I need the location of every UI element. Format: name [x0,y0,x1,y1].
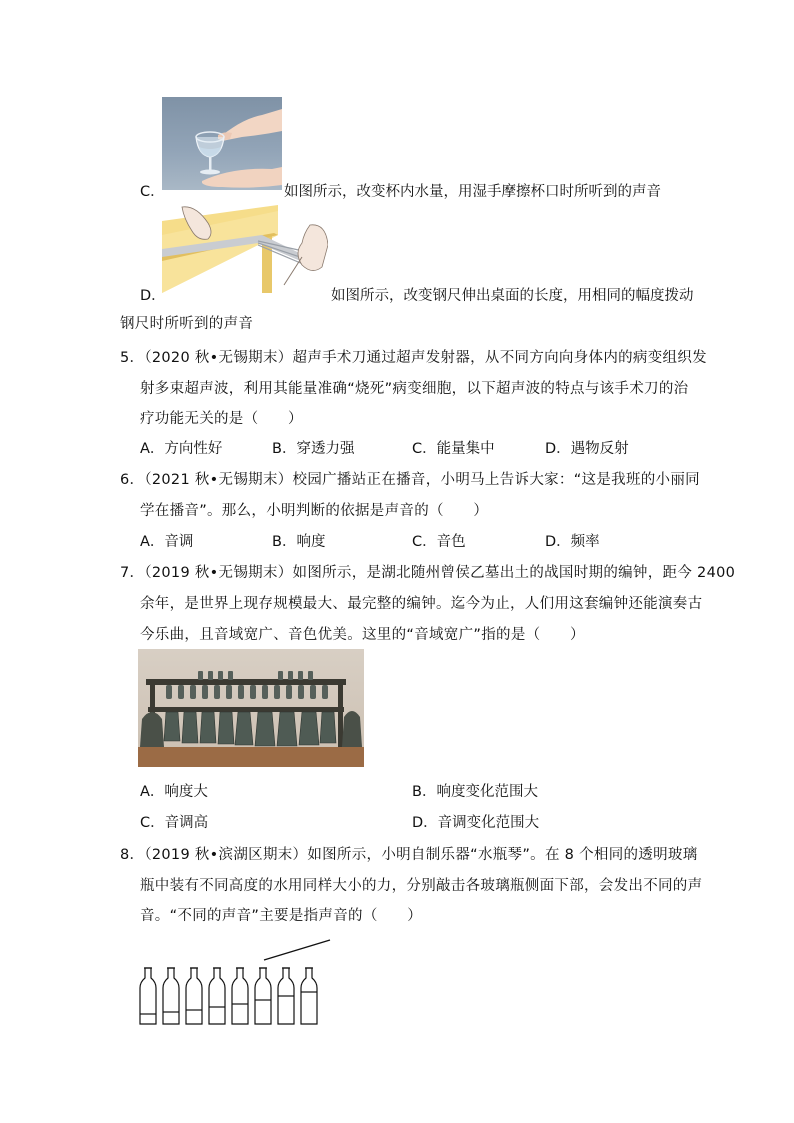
q7-line-2: 余年，是世界上现存规模最大、最完整的编钟。迄今为止，人们用这套编钟还能演奏古 [140,596,703,612]
q6-line-1: 6．（2021 秋•无锡期末）校园广播站正在播音，小明马上告诉大家：“这是我班的小丽同 [120,472,700,488]
q6-line-2: 学在播音”。那么，小明判断的依据是声音的（ ） [140,503,489,519]
option-d-text: 如图所示，改变钢尺伸出桌面的长度，用相同的幅度拨动 [331,288,694,304]
q7-line-3: 今乐曲，且音域宽广、音色优美。这里的“音域宽广”指的是（ ） [140,627,585,643]
q5-line-3: 疗功能无关的是（ ） [140,411,303,427]
q6-option-a: A．音调 [140,534,194,550]
option-c-letter: C． [140,184,165,200]
q5-option-b: B．穿透力强 [272,441,355,457]
q6-option-b: B．响度 [272,534,326,550]
option-d-text-continued: 钢尺时所听到的声音 [120,316,254,332]
q6-option-c: C．音色 [412,534,466,550]
q8-line-2: 瓶中装有不同高度的水用同样大小的力，分别敲击各玻璃瓶侧面下部，会发出不同的声 [140,878,703,894]
option-d-letter: D． [140,288,166,304]
q6-option-d: D．频率 [545,534,600,550]
q7-line-1: 7．（2019 秋•无锡期末）如图所示，是湖北随州曾侯乙墓出土的战国时期的编钟，距今 2400 [120,565,736,581]
q7-option-b: B．响度变化范围大 [412,784,538,800]
q5-option-a: A．方向性好 [140,441,223,457]
q8-line-1: 8．（2019 秋•滨湖区期末）如图所示，小明自制乐器“水瓶琴”。在 8 个相同的透明玻璃 [120,847,698,863]
water-bottles-diagram [134,936,334,1028]
q5-option-c: C．能量集中 [412,441,495,457]
q7-option-d: D．音调变化范围大 [412,815,540,831]
bianzhong-bells-photo [138,649,364,767]
steel-ruler-photo [162,205,328,293]
wine-glass-photo [162,97,282,190]
q8-line-3: 音。“不同的声音”主要是指声音的（ ） [140,908,423,924]
q7-option-a: A．响度大 [140,784,208,800]
q5-line-2: 射多束超声波，利用其能量准确“烧死”病变细胞，以下超声波的特点与该手术刀的治 [140,381,689,397]
q5-line-1: 5．（2020 秋•无锡期末）超声手术刀通过超声发射器，从不同方向向身体内的病变组织发 [120,350,707,366]
q5-option-d: D．遇物反射 [545,441,629,457]
option-c-text: 如图所示，改变杯内水量，用湿手摩擦杯口时所听到的声音 [284,184,661,200]
q7-option-c: C．音调高 [140,815,209,831]
